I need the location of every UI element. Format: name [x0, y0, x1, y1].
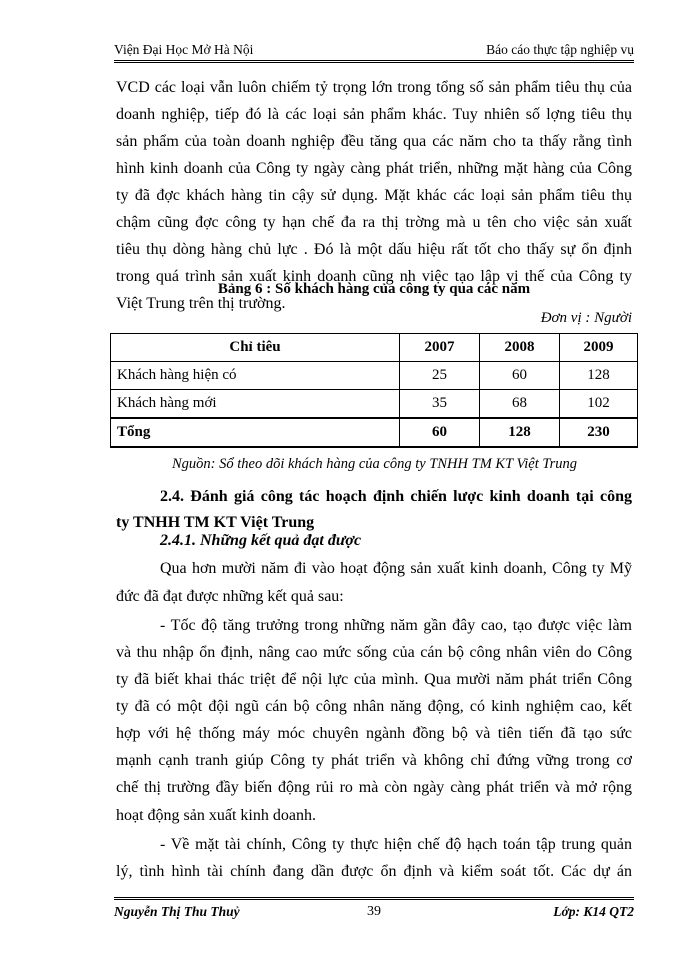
- table-cell: 68: [480, 390, 560, 419]
- text-line: trong quá trình sản xuất kinh doanh cũng nh việc tạo lập vị thế của Công ty: [116, 268, 632, 285]
- table-cell: 102: [560, 390, 638, 419]
- table-cell: 128: [560, 362, 638, 390]
- footer-author: Nguyễn Thị Thu Thuỷ: [114, 904, 240, 919]
- text-line: hoạt động sản xuất kinh doanh.: [116, 807, 316, 824]
- table-source: Nguồn: Sổ theo dõi khách hàng của công ty TNHH TM KT Việt Trung: [172, 456, 578, 472]
- page-number: 39: [367, 904, 381, 919]
- table-total-row: [111, 418, 638, 447]
- row-label: Khách hàng mới: [111, 390, 400, 419]
- text-line: tiêu thụ dòng hàng chủ lực . Đó là một dấu hiệu rất tốt cho thấy sự ổn định: [116, 241, 632, 258]
- footer-rule: [114, 897, 634, 898]
- text-line: - Về mặt tài chính, Công ty thực hiện chế độ hạch toán tập trung quản: [160, 836, 632, 853]
- footer-rule-double: [114, 899, 634, 900]
- text-line: ty đã biết khai thác triệt để nội lực của mình. Qua mười năm phát triển Công: [116, 671, 632, 688]
- text-line: Việt Trung trên thị trường.: [116, 295, 286, 312]
- column-header: Chỉ tiêu: [111, 334, 400, 362]
- table-caption: Bảng 6 : Số khách hàng của công ty qua các năm: [217, 281, 531, 297]
- table-cell: 25: [400, 362, 480, 390]
- header-report-title: Báo cáo thực tập nghiệp vụ: [486, 42, 634, 57]
- text-line: - Tốc độ tăng trưởng trong những năm gần đây cao, tạo được việc làm: [160, 617, 632, 634]
- table-cell: 230: [560, 418, 638, 447]
- heading-line: 2.4. Đánh giá công tác hoạch định chiến lược kinh doanh tại công: [160, 488, 632, 505]
- table-header-row: [111, 334, 638, 362]
- table-cell: 60: [400, 418, 480, 447]
- header-rule: [114, 60, 634, 61]
- text-line: mạnh cạnh tranh giúp Công ty phát triển và không chỉ đứng vững trong cơ: [116, 752, 632, 769]
- section-heading-2-4: [116, 484, 632, 536]
- section-heading-2-4-1: 2.4.1. Những kết quả đạt được: [160, 532, 362, 549]
- text-line: doanh nghiệp, tiếp đó là các loại sản phẩm khác. Tuy nhiên số lợng tiêu thụ: [116, 106, 632, 123]
- header-institution: Viện Đại Học Mở Hà Nội: [114, 42, 254, 57]
- text-line: hình kinh doanh của Công ty ngày càng phát triển, những mặt hàng của Công: [116, 160, 632, 177]
- table-cell: 60: [480, 362, 560, 390]
- text-line: sản phẩm của toàn doanh nghiệp đều tăng qua các năm cho ta thấy rằng tình: [116, 133, 632, 150]
- text-line: ty đã có một đội ngũ cán bộ công nhân năng động, có kinh nghiệm cao, kết: [116, 698, 632, 715]
- table-row: [111, 390, 638, 419]
- table-cell: 35: [400, 390, 480, 419]
- header-rule-double: [114, 62, 634, 63]
- footer-class: Lớp: K14 QT2: [553, 904, 634, 919]
- table-row: [111, 362, 638, 390]
- text-line: ty đã đợc khách hàng tin cậy sử dụng. Mặt khác các loại sản phẩm tiêu thụ: [116, 187, 632, 204]
- column-header: 2009: [560, 334, 638, 362]
- text-line: Qua hơn mười năm đi vào hoạt động sản xuất kinh doanh, Công ty Mỹ: [160, 560, 632, 577]
- text-line: chế thị trường đầy biến động rủi ro mà còn ngày càng phát triển và mở rộng: [116, 779, 632, 796]
- column-header: 2008: [480, 334, 560, 362]
- row-label: Tổng: [111, 418, 400, 447]
- text-line: chậm cũng đợc công ty hạn chế đa ra thị trờng mà u tên cho việc sản xuất: [116, 214, 632, 231]
- customer-table: [110, 333, 638, 448]
- text-line: lý, tình hình tài chính đang dần được ổn định và kiểm soát tốt. Các dự án: [116, 863, 632, 880]
- text-line: và thu nhập ổn định, nâng cao mức sống của cán bộ công nhân viên do Công: [116, 644, 632, 661]
- text-line: hợp với hệ thống máy móc chuyên ngành đồng bộ và tiên tiến đã tạo sức: [116, 725, 632, 742]
- table-unit: Đơn vị : Người: [540, 310, 632, 326]
- body-paragraphs: [116, 555, 632, 885]
- heading-line: ty TNHH TM KT Việt Trung: [116, 514, 315, 531]
- row-label: Khách hàng hiện có: [111, 362, 400, 390]
- column-header: 2007: [400, 334, 480, 362]
- text-line: VCD các loại vẫn luôn chiếm tỷ trọng lớn trong tổng số sản phẩm tiêu thụ của: [116, 79, 632, 96]
- table-cell: 128: [480, 418, 560, 447]
- text-line: đức đã đạt được những kết quả sau:: [116, 588, 344, 605]
